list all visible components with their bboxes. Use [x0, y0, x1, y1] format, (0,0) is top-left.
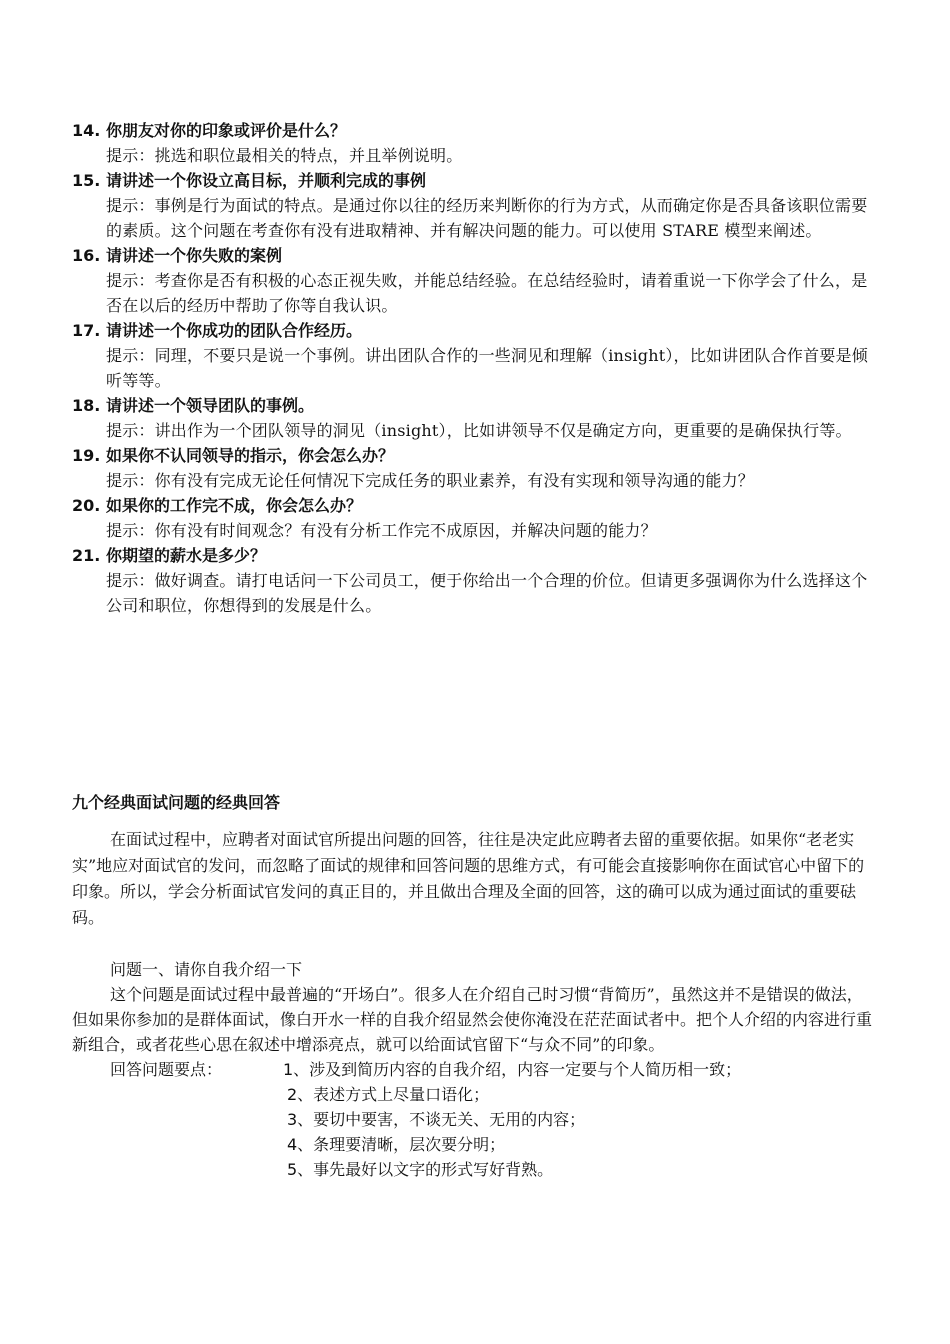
question-title — [72, 543, 872, 568]
question-number: 20. — [72, 496, 101, 515]
answer-point: 5、事先最好以文字的形式写好背熟。 — [287, 1160, 554, 1179]
question-title — [72, 118, 872, 143]
question-text: 请讲述一个领导团队的事例。 — [106, 396, 315, 415]
question-one-body: 这个问题是面试过程中最普遍的“开场白”。很多人在介绍自己时习惯“背简历”，虽然这并不是错误的做法，但如果你参加的是群体面试，像白开水一样的自我介绍显然会使你淹没在茫茫面试者中。把个人介绍的内容进行重新组合，或者花些心思在叙述中增添亮点，就可以给面试官留下“与众不同”的印象。 — [72, 985, 873, 1054]
question-number: 18. — [72, 396, 101, 415]
question-text: 请讲述一个你成功的团队合作经历。 — [106, 321, 363, 340]
question-hint: 提示：事例是行为面试的特点。是通过你以往的经历来判断你的行为方式，从而确定你是否具备该职位需要的素质。这个问题在考查你有没有进取精神、并有解决问题的能力。可以使用 STARE 模型来阐述。 — [106, 196, 868, 240]
classic-answers-section — [72, 790, 872, 1182]
answer-point: 3、要切中要害，不谈无关、无用的内容； — [287, 1110, 586, 1129]
answer-point: 1、涉及到简历内容的自我介绍，内容一定要与个人简历相一致； — [283, 1060, 742, 1079]
question-title — [72, 318, 872, 343]
question-number: 21. — [72, 546, 101, 565]
question-item — [72, 443, 872, 493]
question-number: 15. — [72, 171, 101, 190]
question-item — [72, 118, 872, 168]
question-number: 19. — [72, 446, 101, 465]
section-title: 九个经典面试问题的经典回答 — [72, 793, 281, 812]
question-item — [72, 318, 872, 393]
answer-points-label: 回答问题要点： — [110, 1060, 223, 1079]
question-item — [72, 493, 872, 543]
question-one-heading: 问题一、请你自我介绍一下 — [110, 960, 303, 979]
question-hint: 提示：挑选和职位最相关的特点，并且举例说明。 — [106, 146, 463, 165]
answer-point: 2、表述方式上尽量口语化； — [287, 1085, 490, 1104]
question-text: 如果你的工作完不成，你会怎么办？ — [106, 496, 363, 515]
question-number: 16. — [72, 246, 101, 265]
question-item — [72, 543, 872, 618]
answer-points — [72, 1057, 872, 1182]
question-hint: 提示：做好调查。请打电话问一下公司员工，便于你给出一个合理的价位。但请更多强调你为什么选择这个公司和职位，你想得到的发展是什么。 — [106, 571, 868, 615]
question-title — [72, 443, 872, 468]
question-hint: 提示：你有没有完成无论任何情况下完成任务的职业素养，有没有实现和领导沟通的能力？ — [106, 471, 755, 490]
question-title — [72, 168, 872, 193]
question-hint: 提示：同理，不要只是说一个事例。讲出团队合作的一些洞见和理解（insight），比如讲团队合作首要是倾听等等。 — [106, 346, 868, 390]
question-item — [72, 393, 872, 443]
question-number: 14. — [72, 121, 101, 140]
section-intro: 在面试过程中，应聘者对面试官所提出问题的回答，往往是决定此应聘者去留的重要依据。如果你“老老实实”地应对面试官的发问，而忽略了面试的规律和回答问题的思维方式，有可能会直接影响你在面试官心中留下的印象。所以，学会分析面试官发问的真正目的，并且做出合理及全面的回答，这的确可以成为通过面试的重要砝码。 — [72, 830, 865, 927]
question-title — [72, 493, 872, 518]
question-text: 请讲述一个你失败的案例 — [106, 246, 283, 265]
question-hint: 提示：讲出作为一个团队领导的洞见（insight），比如讲领导不仅是确定方向，更重要的是确保执行等。 — [106, 421, 852, 440]
question-number: 17. — [72, 321, 101, 340]
question-list — [72, 118, 872, 618]
question-item — [72, 168, 872, 243]
question-text: 如果你不认同领导的指示，你会怎么办？ — [106, 446, 395, 465]
question-text: 你朋友对你的印象或评价是什么？ — [106, 121, 347, 140]
question-text: 请讲述一个你设立高目标，并顺利完成的事例 — [106, 171, 427, 190]
question-text: 你期望的薪水是多少？ — [106, 546, 267, 565]
question-title — [72, 243, 872, 268]
question-item — [72, 243, 872, 318]
question-hint: 提示：你有没有时间观念？有没有分析工作完不成原因，并解决问题的能力？ — [106, 521, 657, 540]
question-title — [72, 393, 872, 418]
question-hint: 提示：考查你是否有积极的心态正视失败，并能总结经验。在总结经验时，请着重说一下你学会了什么，是否在以后的经历中帮助了你等自我认识。 — [106, 271, 868, 315]
answer-point: 4、条理要清晰，层次要分明； — [287, 1135, 506, 1154]
